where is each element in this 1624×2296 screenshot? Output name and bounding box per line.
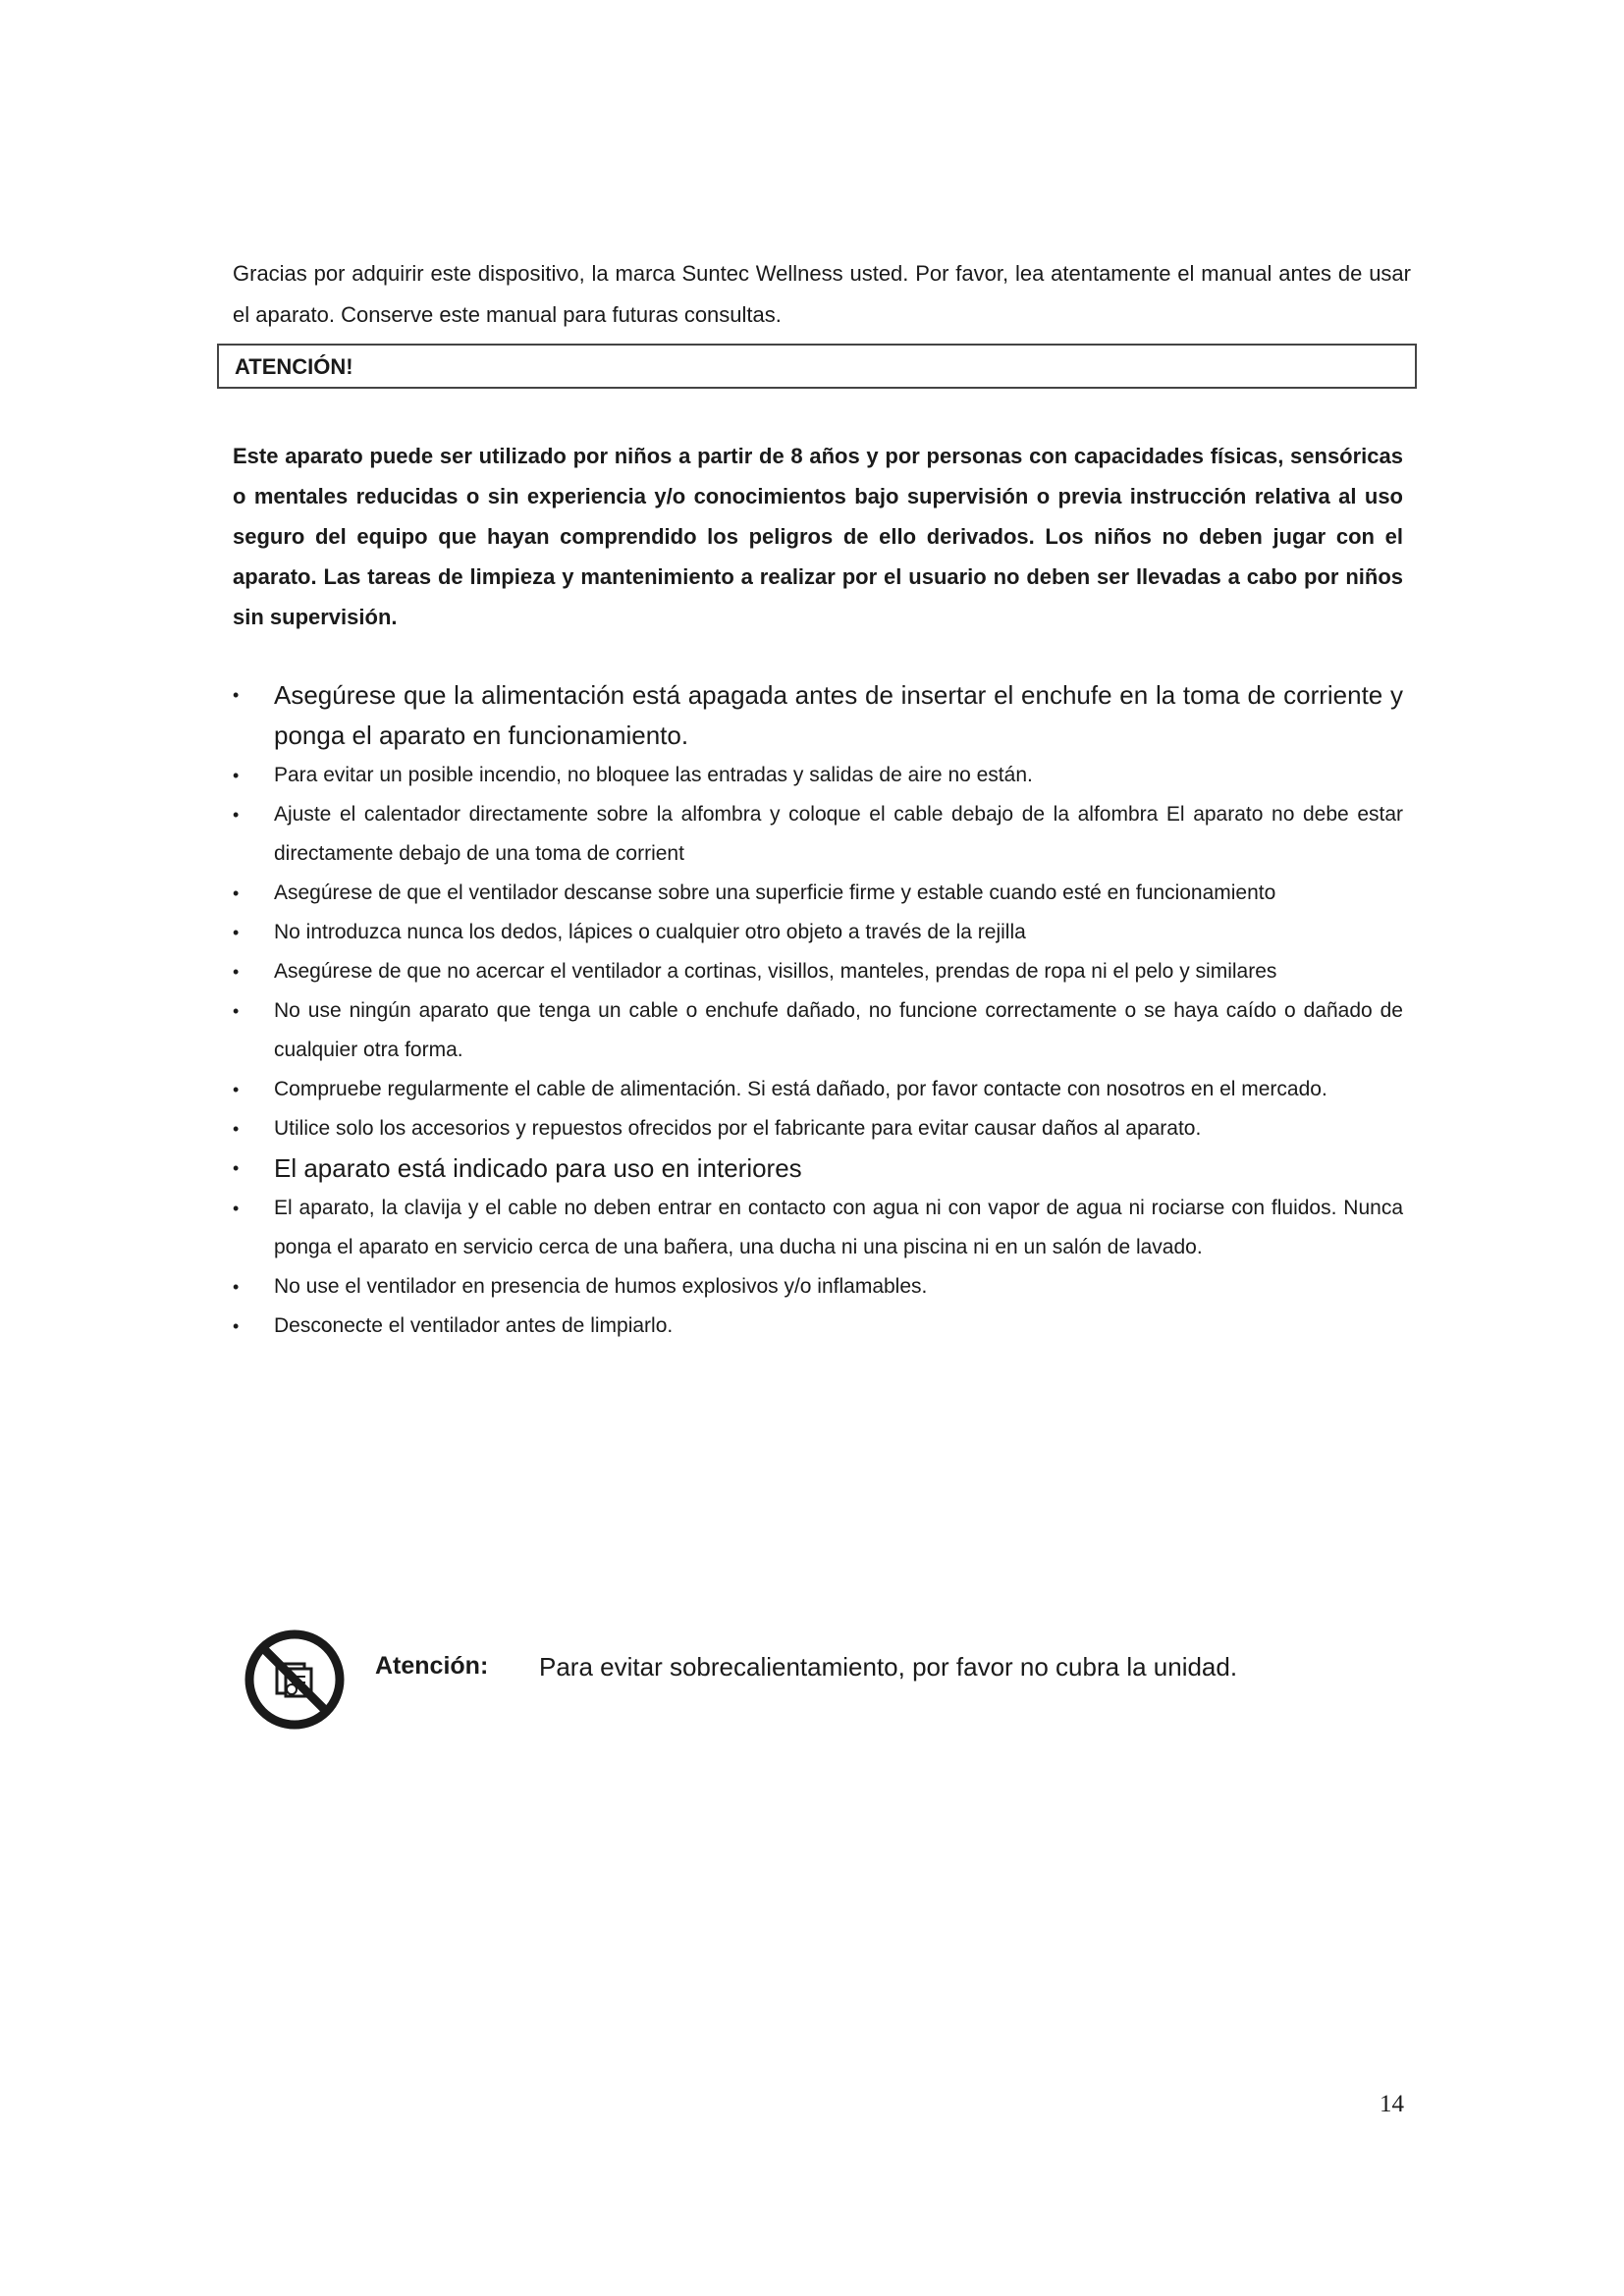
attention-box-title: ATENCIÓN! [235, 354, 353, 379]
list-item: • Asegúrese de que no acercar el ventilador a cortinas, visillos, manteles, prendas de ropa ni el pelo y similares [233, 952, 1403, 991]
bullet-icon: • [233, 1199, 240, 1218]
bullet-icon: • [233, 1158, 240, 1178]
attention-box [217, 344, 1417, 389]
bullet-icon: • [233, 1316, 240, 1336]
list-item: • Asegúrese de que el ventilador descanse sobre una superficie firme y estable cuando esté en funcionamiento [233, 874, 1403, 913]
bullet-icon: • [233, 685, 240, 705]
bullet-icon: • [233, 766, 240, 785]
intro-paragraph: Gracias por adquirir este dispositivo, la marca Suntec Wellness usted. Por favor, lea atentamente el manual antes de usar el aparato. Conserve este manual para futuras consultas. [233, 261, 1411, 327]
do-not-cover-icon [243, 1628, 347, 1732]
bullet-icon: • [233, 1277, 240, 1297]
list-item: • El aparato está indicado para uso en interiores [233, 1148, 1403, 1189]
bullet-icon: • [233, 1119, 240, 1139]
bullet-icon: • [233, 1080, 240, 1099]
list-item: • Utilice solo los accesorios y repuestos ofrecidos por el fabricante para evitar causar daños al aparato. [233, 1109, 1403, 1148]
safety-bullet-list [233, 675, 1403, 1346]
bullet-icon: • [233, 805, 240, 825]
bullet-icon: • [233, 923, 240, 942]
list-item: • Desconecte el ventilador antes de limpiarlo. [233, 1307, 1403, 1346]
list-item: • Para evitar un posible incendio, no bloquee las entradas y salidas de aire no están. [233, 756, 1403, 795]
list-item: • No introduzca nunca los dedos, lápices o cualquier otro objeto a través de la rejilla [233, 913, 1403, 952]
warning-label: Atención: [375, 1652, 489, 1680]
bullet-icon: • [233, 962, 240, 982]
list-item: • Compruebe regularmente el cable de alimentación. Si está dañado, por favor contacte con nosotros en el mercado. [233, 1070, 1403, 1109]
list-item: • No use ningún aparato que tenga un cable o enchufe dañado, no funcione correctamente o se haya caído o dañado de cualquier otra forma. [233, 991, 1403, 1070]
bullet-icon: • [233, 883, 240, 903]
bullet-icon: • [233, 1001, 240, 1021]
warning-text: Para evitar sobrecalientamiento, por favor no cubra la unidad. [539, 1652, 1238, 1682]
list-item: • El aparato, la clavija y el cable no deben entrar en contacto con agua ni con vapor de agua ni rociarse con fluidos. Nunca ponga el aparato en servicio cerca de una bañera, una ducha ni una piscina ni en un salón de lavado. [233, 1189, 1403, 1267]
page-number: 14 [1380, 2091, 1404, 2117]
list-item: • Ajuste el calentador directamente sobre la alfombra y coloque el cable debajo de la alfombra El aparato no debe estar directamente debajo de una toma de corrient [233, 795, 1403, 874]
list-item: • No use el ventilador en presencia de humos explosivos y/o inflamables. [233, 1267, 1403, 1307]
list-item: • Asegúrese que la alimentación está apagada antes de insertar el enchufe en la toma de corriente y ponga el aparato en funcionamiento. [233, 675, 1403, 756]
safety-warning-paragraph: Este aparato puede ser utilizado por niños a partir de 8 años y por personas con capacidades físicas, sensóricas o mentales reducidas o sin experiencia y/o conocimientos bajo supervisión o previa instrucción relativa al uso seguro del equipo que hayan comprendido los peligros de ello derivados. Los niños no deben jugar con el aparato. Las tareas de limpieza y mantenimiento a realizar por el usuario no deben ser llevadas a cabo por niños sin supervisión. [233, 444, 1403, 629]
